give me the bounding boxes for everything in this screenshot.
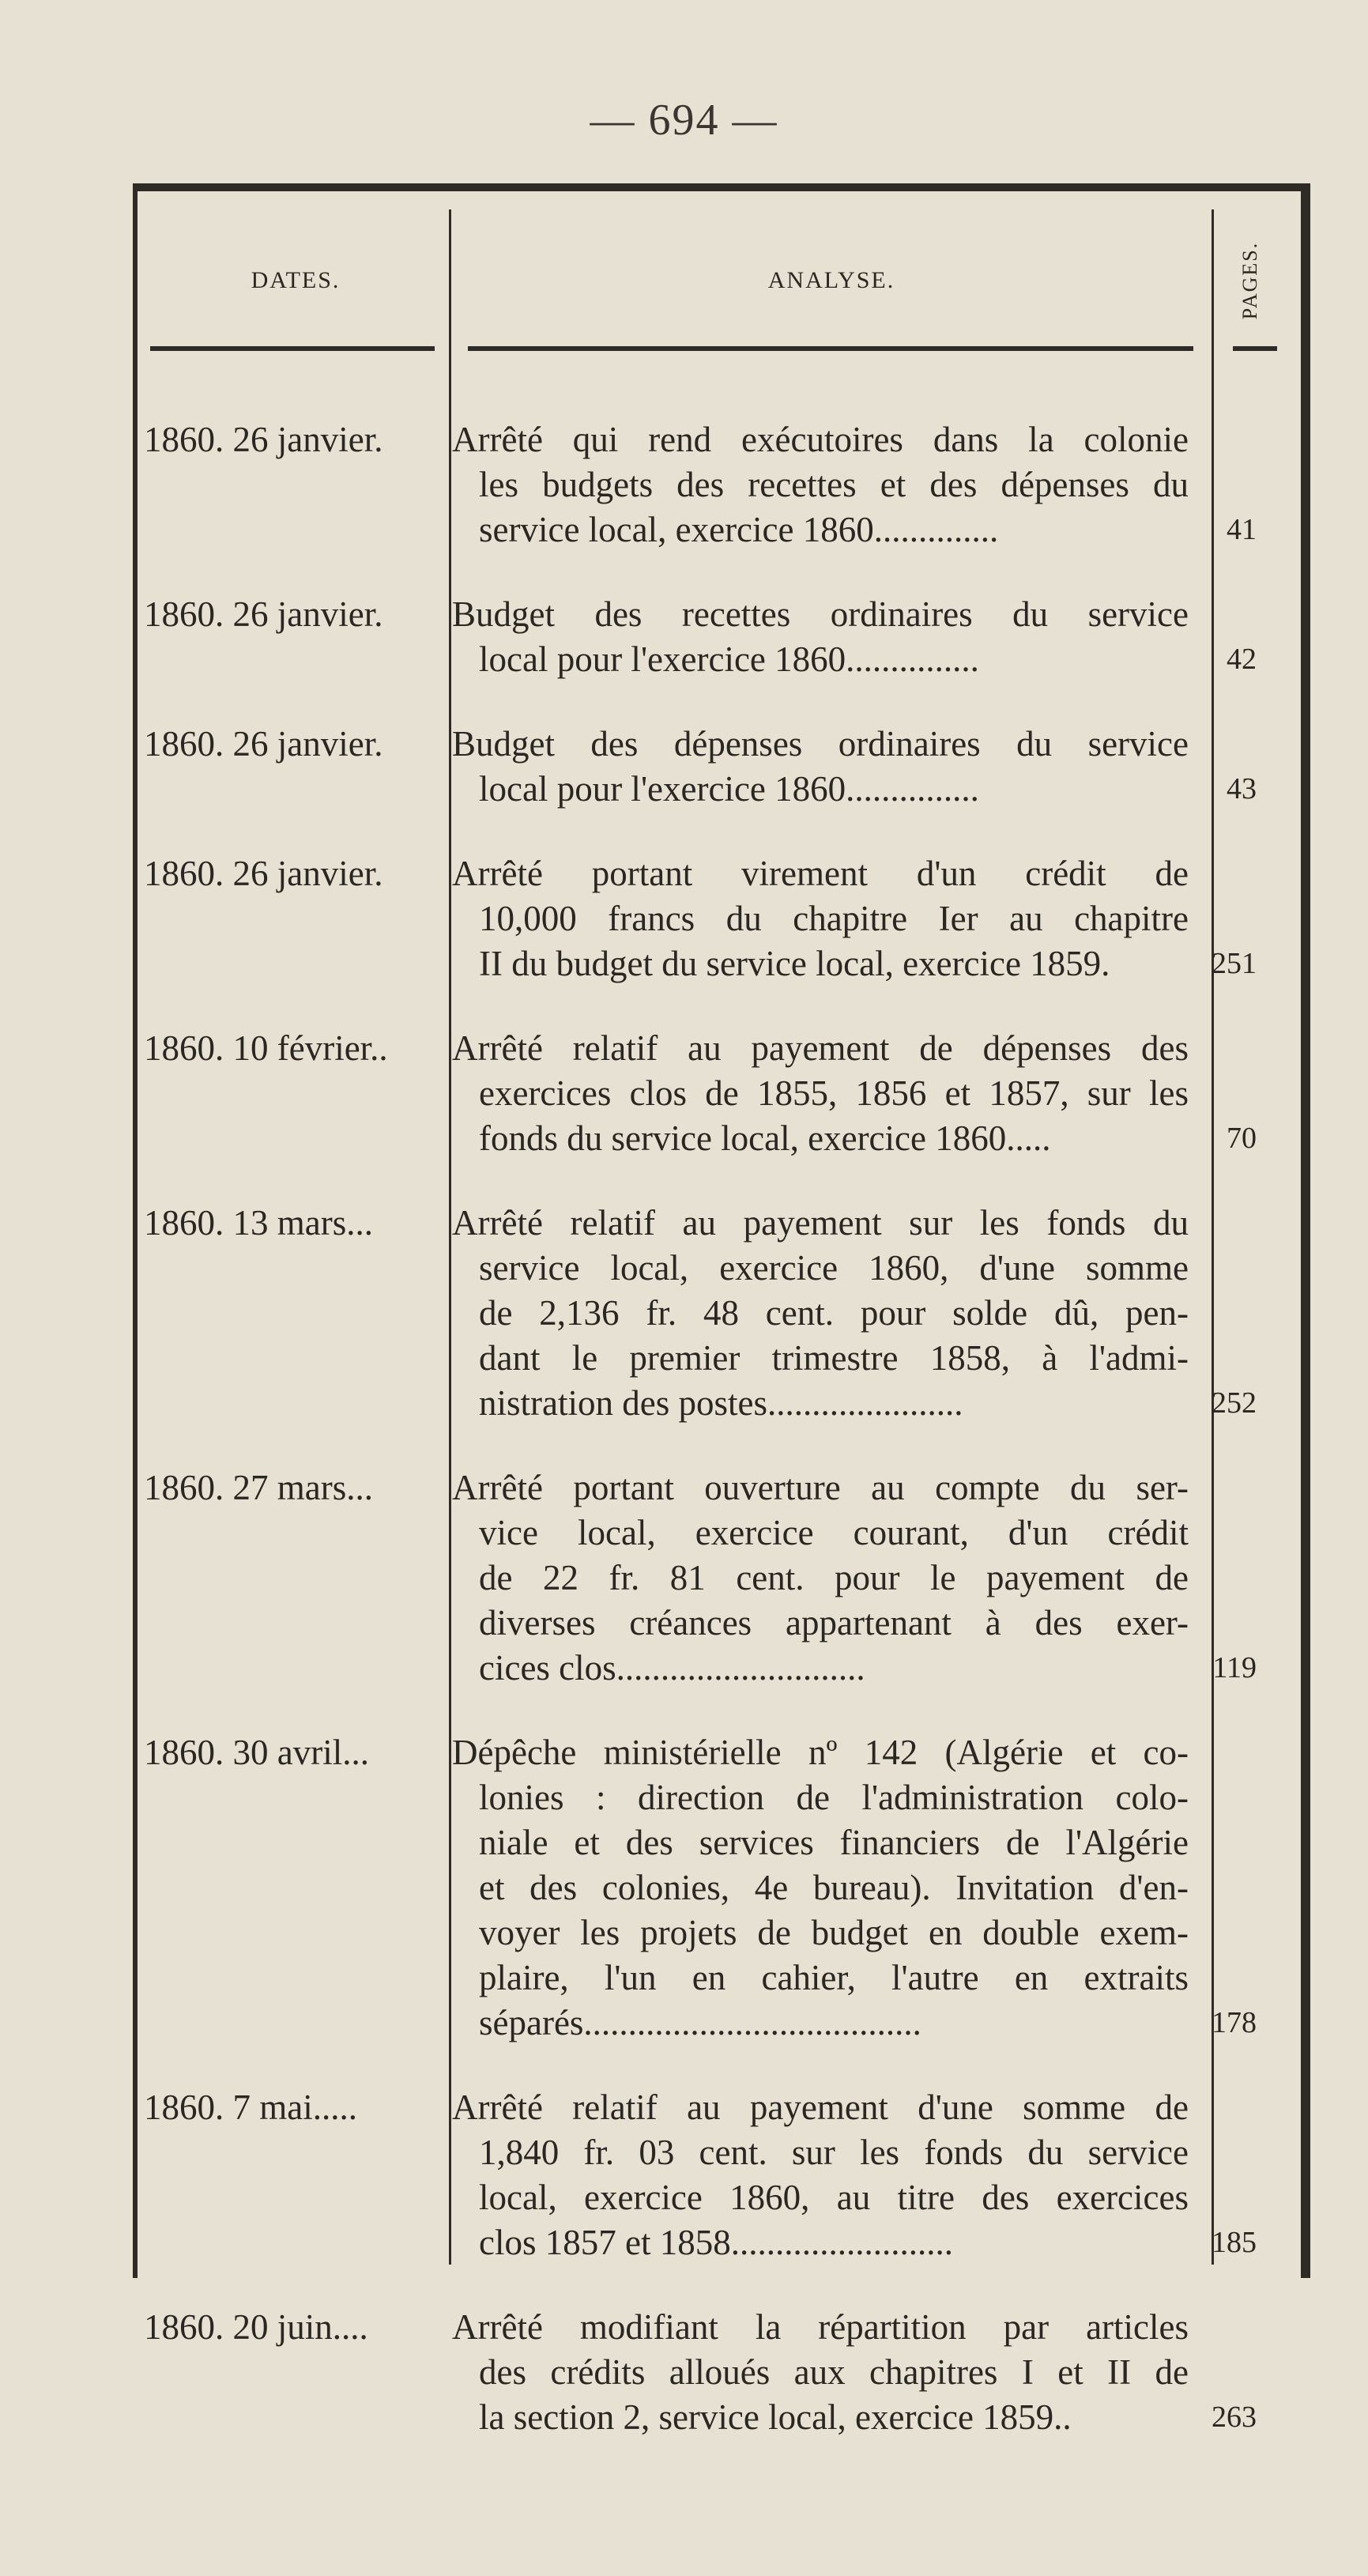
entry-analysis-line: Arrêté relatif au payement d'une somme de <box>452 2088 1189 2127</box>
entry-page-number: 43 <box>1227 772 1257 805</box>
entry-page-ref <box>1189 722 1268 812</box>
header-rule-pages <box>1233 346 1277 351</box>
entry-analysis-line: service local, exercice 1860.............. <box>479 510 999 549</box>
entry-analysis <box>441 1201 1189 1426</box>
entry-analysis-line: Dépêche ministérielle nº 142 (Algérie et co- <box>452 1733 1189 1772</box>
entry-page-ref <box>1189 417 1268 553</box>
header-pages-label: PAGES. <box>1238 241 1261 320</box>
entry-analysis-line: local pour l'exercice 1860............... <box>479 769 979 809</box>
entry-analysis <box>441 1026 1189 1161</box>
entry-analysis-line: diverses créances appartenant à des exer- <box>479 1603 1189 1643</box>
entry-page-number: 41 <box>1227 513 1257 546</box>
entry-analysis-line: Arrêté relatif au payement de dépenses des <box>452 1028 1189 1068</box>
entry-page-ref <box>1189 851 1268 986</box>
entry-analysis-line: de 2,136 fr. 48 cent. pour solde dû, pen- <box>479 1293 1189 1333</box>
entry-page-ref <box>1189 1201 1268 1426</box>
entry-analysis-line: Arrêté portant ouverture au compte du ser- <box>452 1468 1189 1507</box>
entry-analysis-line: voyer les projets de budget en double exem- <box>479 1913 1189 1952</box>
entry-date: 1860. 26 janvier. <box>144 420 383 459</box>
entry-page-number: 252 <box>1212 1386 1257 1420</box>
entry-analysis-line: nistration des postes...................... <box>479 1383 963 1423</box>
page-number: — 694 — <box>590 96 778 145</box>
entry-analysis-line: de 22 fr. 81 cent. pour le payement de <box>479 1558 1189 1597</box>
entry-analysis-line: Budget des dépenses ordinaires du service <box>452 724 1189 764</box>
entries-list <box>144 417 1282 2480</box>
entry-page-ref <box>1189 592 1268 682</box>
table-row <box>144 722 1282 812</box>
entry-analysis-line: Arrêté portant virement d'un crédit de <box>452 854 1189 893</box>
table-row <box>144 851 1282 986</box>
entry-analysis-line: clos 1857 et 1858......................... <box>479 2223 953 2262</box>
entry-analysis-line: cices clos............................ <box>479 1648 865 1688</box>
entry-analysis-line: service local, exercice 1860, d'une somme <box>479 1248 1189 1288</box>
entry-date: 1860. 27 mars... <box>144 1468 373 1507</box>
entry-page-ref <box>1189 2305 1268 2440</box>
entry-date: 1860. 10 février.. <box>144 1028 388 1068</box>
entry-page-number: 42 <box>1227 643 1257 676</box>
table-row <box>144 1026 1282 1161</box>
entry-analysis-line: Arrêté relatif au payement sur les fonds du <box>452 1203 1189 1243</box>
entry-date: 1860. 26 janvier. <box>144 724 383 764</box>
entry-analysis <box>441 2305 1189 2440</box>
entry-analysis <box>441 722 1189 812</box>
entry-date: 1860. 26 janvier. <box>144 854 383 893</box>
entry-page-number: 178 <box>1212 2006 1257 2039</box>
entry-analysis-line: séparés...................................... <box>479 2003 921 2042</box>
header-analyse: ANALYSE. <box>767 267 895 293</box>
entry-analysis <box>441 592 1189 682</box>
table-row <box>144 1201 1282 1426</box>
entry-analysis-line: Arrêté modifiant la répartition par articles <box>452 2307 1189 2347</box>
entry-page-number: 70 <box>1227 1122 1257 1155</box>
header-rule-dates <box>150 346 435 351</box>
entry-date: 1860. 26 janvier. <box>144 594 383 634</box>
entry-analysis <box>441 417 1189 553</box>
entry-page-number: 185 <box>1212 2226 1257 2259</box>
header-rule-analyse <box>468 346 1193 351</box>
entry-analysis-line: 10,000 francs du chapitre Ier au chapitre <box>479 899 1189 938</box>
entry-analysis-line: la section 2, service local, exercice 1859.. <box>479 2397 1072 2437</box>
entry-analysis <box>441 851 1189 986</box>
entry-date: 1860. 20 juin.... <box>144 2307 368 2347</box>
entry-page-number: 119 <box>1212 1651 1257 1684</box>
entry-analysis-line: fonds du service local, exercice 1860..... <box>479 1118 1051 1158</box>
entry-analysis-line: des crédits alloués aux chapitres I et II de <box>479 2352 1189 2392</box>
entry-analysis-line: dant le premier trimestre 1858, à l'admi- <box>479 1338 1189 1378</box>
entry-analysis-line: local pour l'exercice 1860............... <box>479 639 979 679</box>
table-row <box>144 2085 1282 2265</box>
table-row <box>144 592 1282 682</box>
entry-analysis <box>441 1730 1189 2046</box>
entry-analysis-line: 1,840 fr. 03 cent. sur les fonds du service <box>479 2133 1189 2172</box>
header-dates: DATES. <box>251 267 341 293</box>
entry-page-ref <box>1189 2085 1268 2265</box>
table-row <box>144 1465 1282 1691</box>
entry-date: 1860. 13 mars... <box>144 1203 373 1243</box>
entry-page-number: 263 <box>1212 2401 1257 2434</box>
table-row <box>144 417 1282 553</box>
entry-analysis-line: lonies : direction de l'administration colo- <box>479 1778 1189 1817</box>
entry-analysis-line: Arrêté qui rend exécutoires dans la colonie <box>452 420 1189 459</box>
entry-page-ref <box>1189 1465 1268 1691</box>
entry-date: 1860. 7 mai..... <box>144 2088 357 2127</box>
table-row <box>144 2305 1282 2440</box>
entry-date: 1860. 30 avril... <box>144 1733 369 1772</box>
entry-analysis-line: exercices clos de 1855, 1856 et 1857, sur les <box>479 1073 1189 1113</box>
entry-analysis-line: les budgets des recettes et des dépenses du <box>479 465 1189 504</box>
entry-page-ref <box>1189 1026 1268 1161</box>
entry-analysis <box>441 1465 1189 1691</box>
table-row <box>144 1730 1282 2046</box>
entry-analysis-line: vice local, exercice courant, d'un crédit <box>479 1513 1189 1552</box>
entry-analysis-line: et des colonies, 4e bureau). Invitation d'en- <box>479 1868 1189 1907</box>
header-pages <box>1214 209 1287 352</box>
entry-analysis <box>441 2085 1189 2265</box>
entry-analysis-line: local, exercice 1860, au titre des exercices <box>479 2178 1189 2217</box>
entry-page-ref <box>1189 1730 1268 2046</box>
entry-page-number: 251 <box>1212 947 1257 980</box>
entry-analysis-line: II du budget du service local, exercice 1859. <box>479 944 1110 983</box>
entry-analysis-line: plaire, l'un en cahier, l'autre en extraits <box>479 1958 1189 1997</box>
entry-analysis-line: niale et des services financiers de l'Algérie <box>479 1823 1189 1862</box>
entry-analysis-line: Budget des recettes ordinaires du service <box>452 594 1189 634</box>
